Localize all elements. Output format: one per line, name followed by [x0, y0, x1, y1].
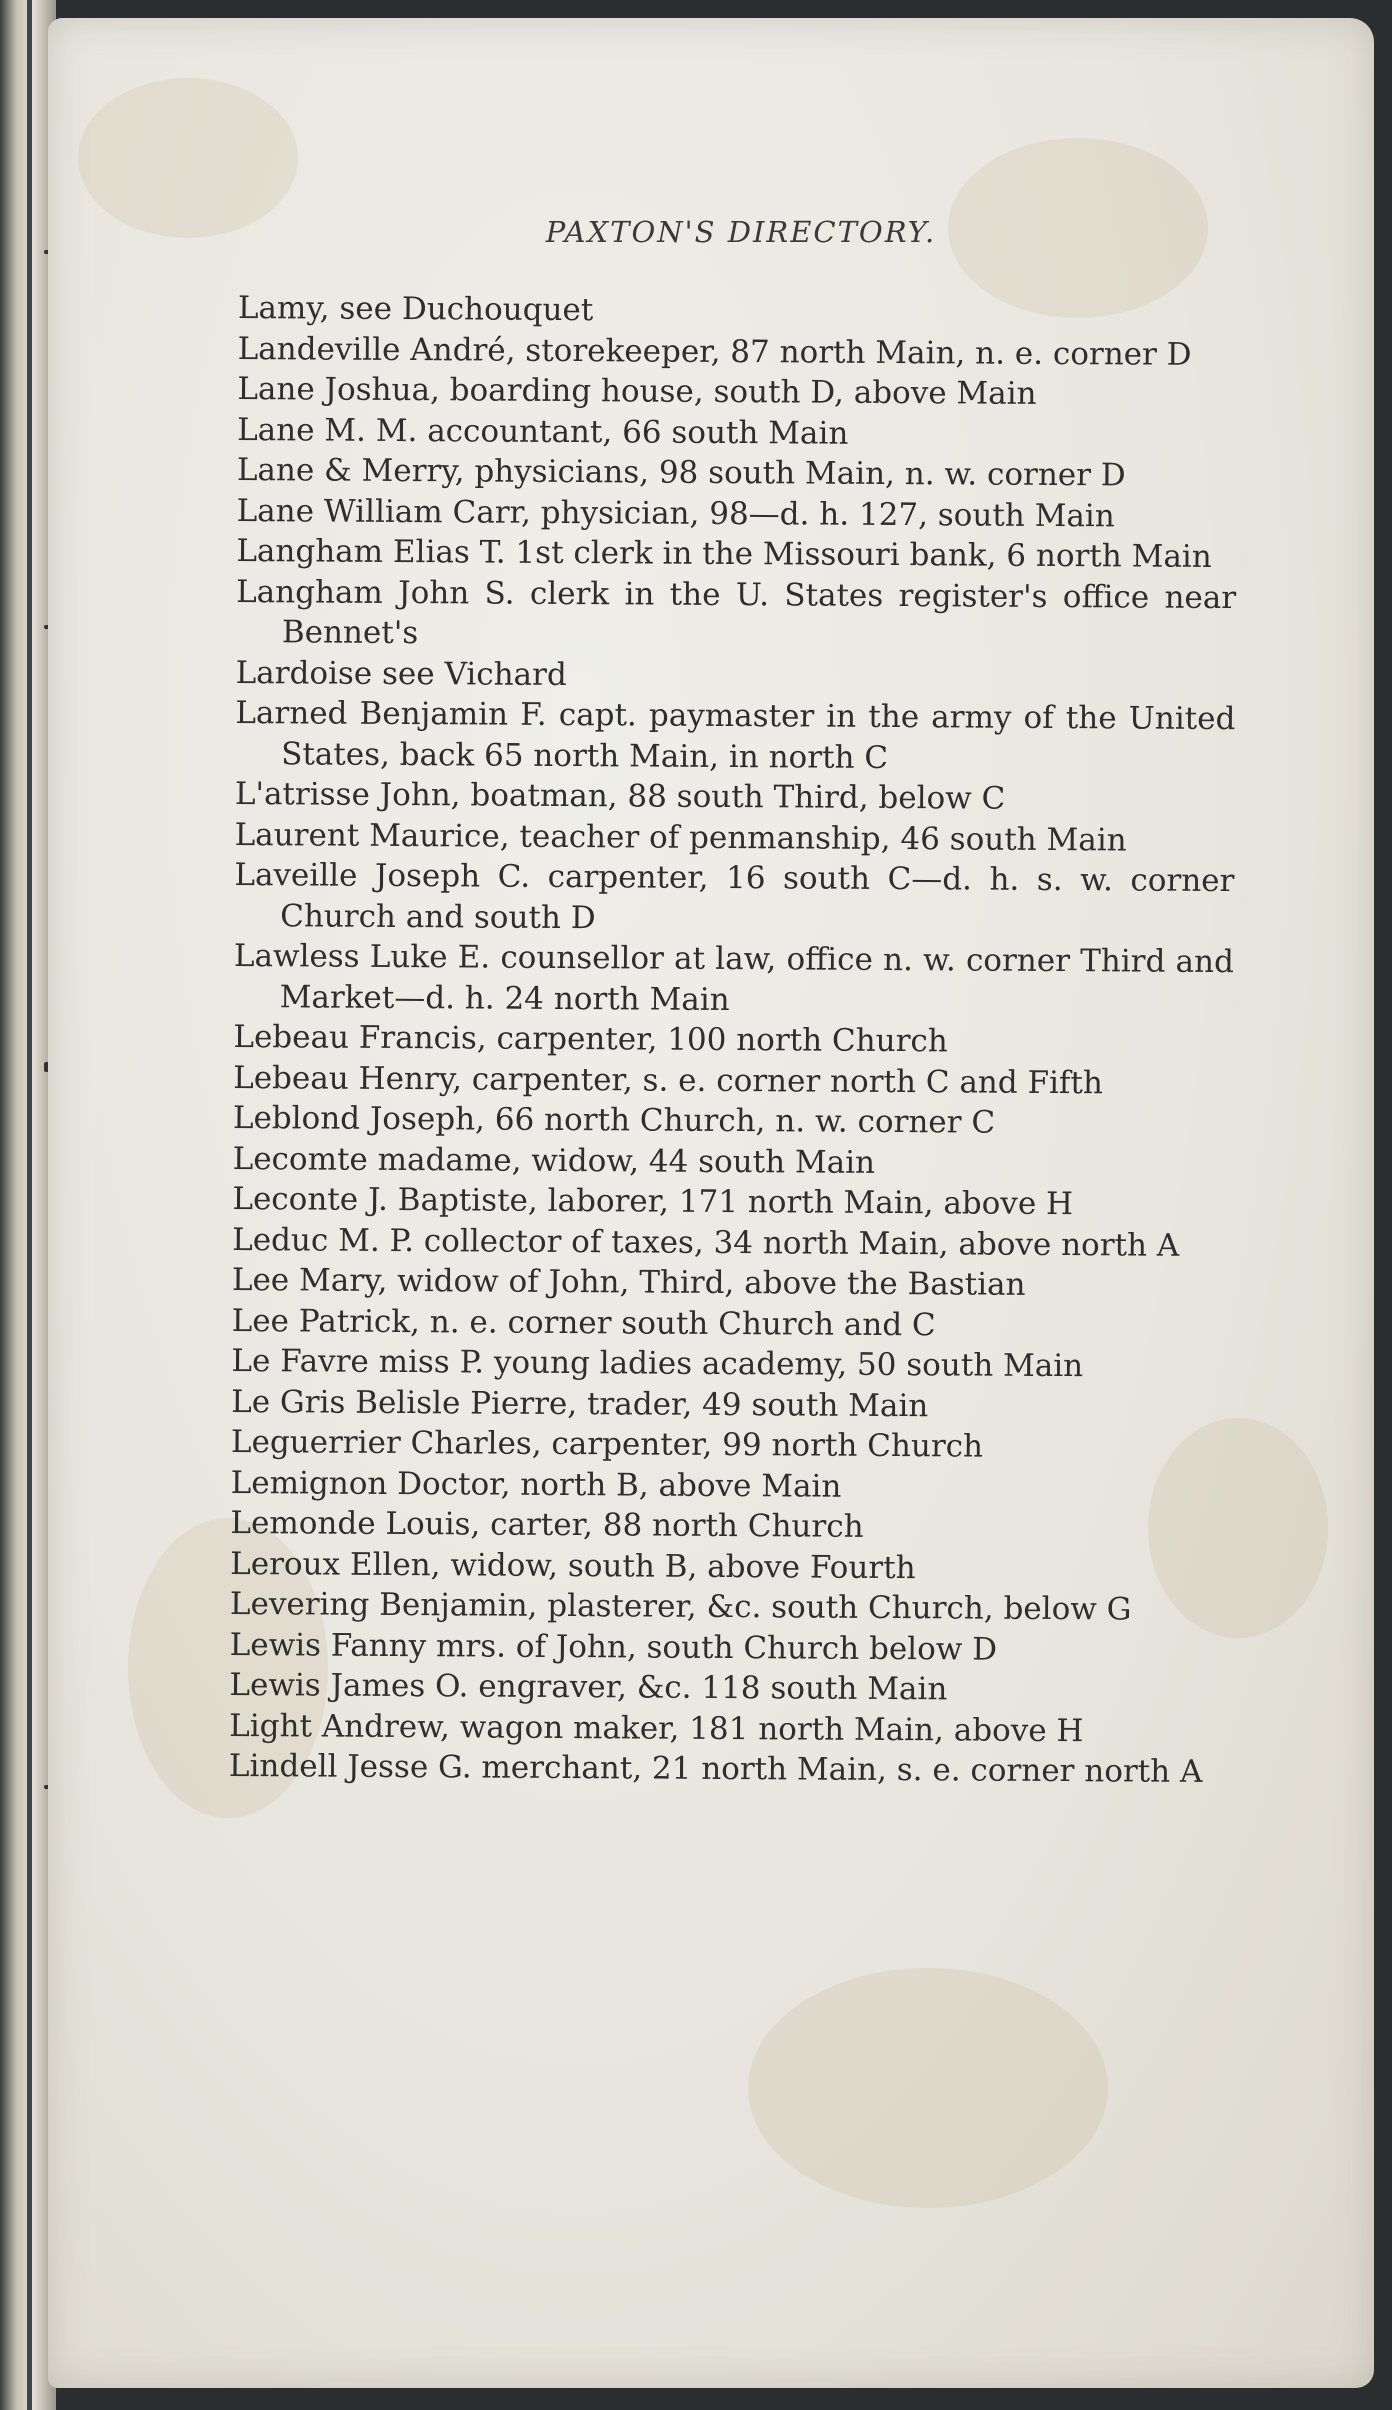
directory-entry: L'atrisse John, boatman, 88 south Third, below C: [234, 775, 1006, 817]
document-page: [48, 18, 1374, 2388]
directory-entry: Light Andrew, wagon maker, 181 north Main, above H: [229, 1707, 1084, 1749]
directory-entry: Landeville André, storekeeper, 87 north Main, n. e. corner D: [237, 330, 1192, 373]
directory-entry: Leroux Ellen, widow, south B, above Fourth: [230, 1545, 916, 1586]
directory-entry: Lewis Fanny mrs. of John, south Church below D: [229, 1626, 998, 1668]
directory-entry: Levering Benjamin, plasterer, &c. south Church, below G: [229, 1585, 1132, 1628]
directory-entry: Laurent Maurice, teacher of penmanship, 46 south Main: [234, 816, 1127, 858]
directory-entry: Lebeau Francis, carpenter, 100 north Church: [233, 1018, 948, 1060]
directory-entry: Le Gris Belisle Pierre, trader, 49 south Main: [231, 1383, 929, 1424]
directory-entry: Lane William Carr, physician, 98—d. h. 127, south Main: [236, 492, 1115, 534]
running-header: PAXTON'S DIRECTORY.: [545, 215, 937, 249]
directory-entry: Lindell Jesse G. merchant, 21 north Main, s. e. corner north A: [228, 1747, 1203, 1790]
directory-entry: Lee Mary, widow of John, Third, above the Bastian: [231, 1261, 1026, 1303]
directory-entry: Lemonde Louis, carter, 88 north Church: [230, 1504, 864, 1545]
directory-entry: Lemignon Doctor, north B, above Main: [230, 1464, 842, 1505]
directory-entries: [229, 288, 1238, 1793]
directory-entry: Laveille Joseph C. carpenter, 16 south C—d. h. s. w. corner Church and south D: [234, 856, 1235, 936]
directory-entry: Leconte J. Baptiste, laborer, 171 north Main, above H: [232, 1180, 1074, 1223]
directory-entry: Lamy, see Duchouquet: [237, 289, 594, 329]
directory-entry: Lane Joshua, boarding house, south D, above Main: [237, 370, 1037, 412]
directory-entry: Lecomte madame, widow, 44 south Main: [232, 1140, 876, 1181]
directory-entry: Lebeau Henry, carpenter, s. e. corner north C and Fifth: [233, 1059, 1103, 1101]
directory-entry: Langham John S. clerk in the U. States register's office near Bennet's: [236, 573, 1237, 652]
directory-entry: Lardoise see Vichard: [235, 654, 567, 693]
directory-entry: Le Favre miss P. young ladies academy, 50 south Main: [231, 1342, 1084, 1385]
directory-entry: Larned Benjamin F. capt. paymaster in the army of the United States, back 65 north Main, in north C: [235, 694, 1236, 776]
directory-entry: Lane & Merry, physicians, 98 south Main, n. w. corner D: [236, 451, 1126, 494]
directory-entry: Langham Elias T. 1st clerk in the Missouri bank, 6 north Main: [236, 532, 1212, 575]
directory-entry: Lawless Luke E. counsellor at law, office n. w. corner Third and Market—d. h. 24 north Main: [233, 937, 1235, 1018]
directory-entry: Leduc M. P. collector of taxes, 34 north Main, above north A: [232, 1221, 1180, 1264]
binding-gutter: [27, 0, 32, 2410]
directory-entry: Lee Patrick, n. e. corner south Church and C: [231, 1302, 936, 1343]
directory-entry: Leguerrier Charles, carpenter, 99 north Church: [230, 1423, 984, 1465]
directory-entry: Lane M. M. accountant, 66 south Main: [237, 411, 849, 452]
directory-entry: Leblond Joseph, 66 north Church, n. w. corner C: [232, 1099, 996, 1141]
directory-entry: Lewis James O. engraver, &c. 118 south Main: [229, 1666, 948, 1708]
